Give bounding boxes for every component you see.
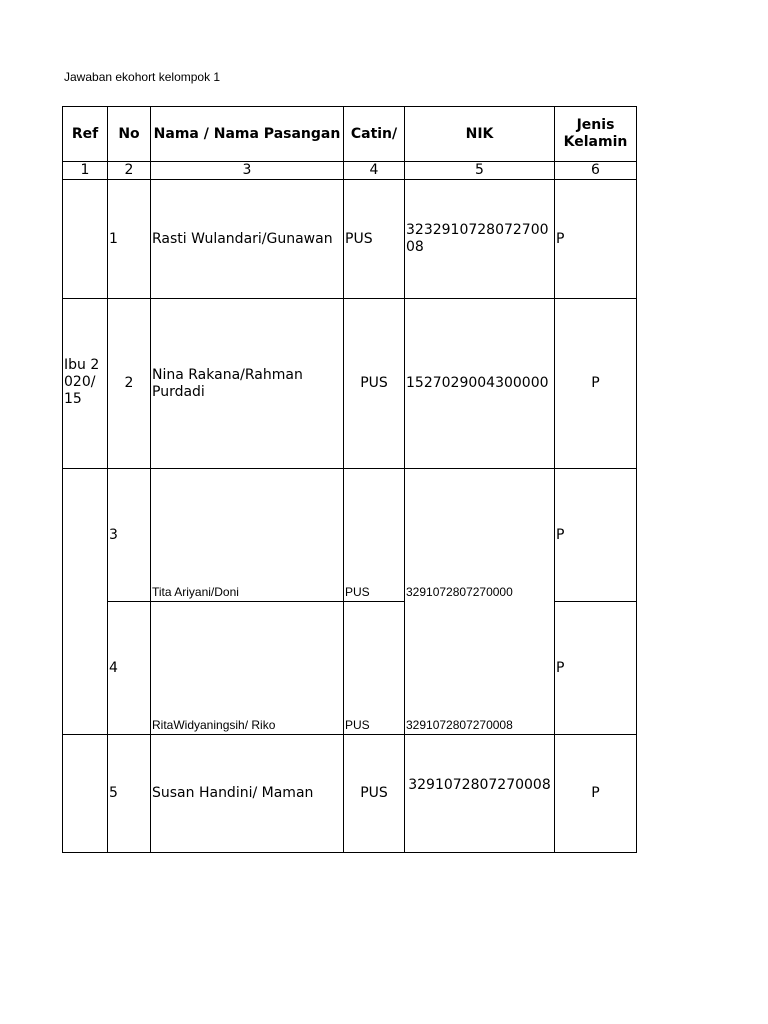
colnum-1: 1 <box>80 162 90 178</box>
row1-nik: 323291072807270008 <box>406 222 549 255</box>
row4-jk: P <box>556 659 565 676</box>
row4-no: 4 <box>109 659 118 676</box>
row4-nik: 3291072807270008 <box>406 718 513 732</box>
colnum-2: 2 <box>124 162 134 178</box>
row5-jk: P <box>591 785 600 801</box>
colnum-3: 3 <box>242 162 252 178</box>
row5-nik: 3291072807270008 <box>408 776 551 793</box>
colnum-6: 6 <box>591 162 600 178</box>
row5-nama: Susan Handini/ Maman <box>152 785 314 801</box>
row3-no: 3 <box>109 526 118 543</box>
header-catin: Catin/ <box>350 125 398 142</box>
document-title: Jawaban ekohort kelompok 1 <box>64 70 221 84</box>
header-nama: Nama / Nama Pasangan <box>153 125 341 142</box>
row1-no: 1 <box>109 230 118 247</box>
row1-jk: P <box>556 230 565 247</box>
row4-catin: PUS <box>345 718 370 732</box>
row1-nama: Rasti Wulandari/Gunawan <box>152 230 333 247</box>
row2-nama: Nina Rakana/Rahman Purdadi <box>152 366 303 400</box>
row5-catin: PUS <box>360 785 388 801</box>
row4-nama: RitaWidyaningsih/ Riko <box>152 718 276 732</box>
ref-label: Ibu 2020/ 15 <box>64 357 100 407</box>
header-no: No <box>118 125 140 142</box>
row5-no: 5 <box>109 785 118 801</box>
row2-jk: P <box>591 375 600 391</box>
row2-catin: PUS <box>360 375 388 391</box>
row1-catin: PUS <box>345 230 373 247</box>
row2-no: 2 <box>124 375 134 391</box>
table-border-bottom <box>62 852 637 853</box>
row2-nik: 1527029004300000 <box>406 375 549 391</box>
colnum-5: 5 <box>475 162 484 178</box>
header-nik: NIK <box>465 125 494 142</box>
table-border-left <box>62 106 63 853</box>
row3-nama: Tita Ariyani/Doni <box>152 585 239 599</box>
header-jenis-kelamin: Jenis Kelamin <box>563 117 628 150</box>
row3-catin: PUS <box>345 585 370 599</box>
header-ref: Ref <box>71 125 99 142</box>
row3-jk: P <box>556 526 565 543</box>
table-border-right <box>636 106 637 853</box>
row3-nik: 3291072807270000 <box>406 585 513 599</box>
colnum-4: 4 <box>369 162 379 178</box>
